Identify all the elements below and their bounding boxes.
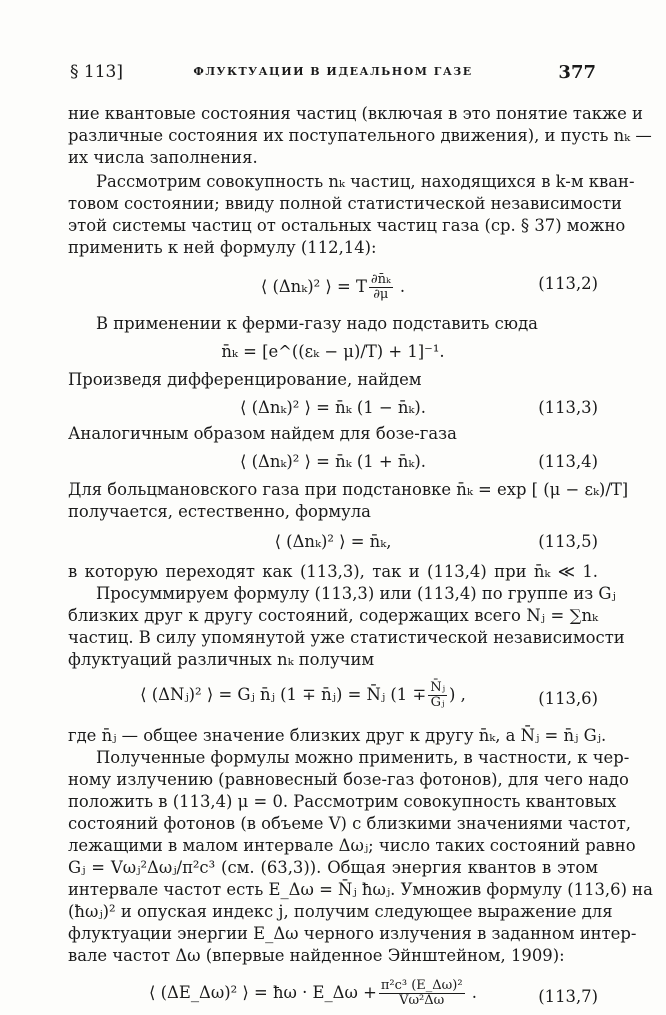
paragraph-1: ние квантовые состояния частиц (включая в это понятие также и различные состояния их поступательного движения), и пусть nₖ — их числа заполнения.	[68, 104, 652, 167]
equation-number: (113,2)	[538, 274, 598, 293]
equation-number: (113,4)	[538, 452, 598, 471]
paragraph-9: где n̄ⱼ — общее значение близких друг к другу n̄ₖ, а N̄ⱼ = n̄ⱼ Gⱼ.	[68, 726, 607, 745]
equation-number: (113,3)	[538, 398, 598, 417]
paragraph-5: Аналогичным образом найдем для бозе-газа	[68, 424, 457, 443]
equation-number: (113,7)	[538, 987, 598, 1006]
header-title: ФЛУКТУАЦИИ В ИДЕАЛЬНОМ ГАЗЕ	[193, 65, 473, 78]
header-section: § 113]	[70, 62, 123, 82]
paragraph-3: В применении к ферми-газу надо подставить сюда	[96, 314, 538, 333]
paragraph-10: Полученные формулы можно применить, в частности, к чер- ному излучению (равновесный бозе-газ фотонов), для чего надо положить в (113,4) μ = 0. Рассмотрим совокупность квантовых состояний фотонов (в объеме V) с близкими значениями частот, лежащими в малом интервале Δωⱼ; число таких состояний равно Gⱼ = Vωⱼ²Δωⱼ/π²c³ (см. (63,3)). Общая энергия квантов в этом интервале частот есть E_Δω = N̄ⱼ ħωⱼ. Умножив формулу (113,6) на (ħωⱼ)² и опуская индекс j, получим следующее выражение для флуктуации энергии E_Δω черного излучения в заданном интер- вале частот Δω (впервые найденное Эйнштейном, 1909):	[68, 748, 653, 965]
paragraph-8: Просуммируем формулу (113,3) или (113,4) по группе из Gⱼ близких друг к другу состояний, содержащих всего Nⱼ = ∑nₖ частиц. В силу упомянутой уже статистической независимости флуктуаций различных nₖ получим	[68, 584, 625, 669]
equation-113-5: ⟨ (Δnₖ)² ⟩ = n̄ₖ, (113,5)	[274, 532, 598, 551]
equation-113-3: ⟨ (Δnₖ)² ⟩ = n̄ₖ (1 − n̄ₖ). (113,3)	[240, 398, 598, 417]
equation-113-7: ⟨ (ΔE_Δω)² ⟩ = ħω · E_Δω + $\frac{\text{π²c³ (E\_Δω)²}}{\text{Vω²Δω}}$ . (113,7)	[149, 978, 598, 1008]
paragraph-7: в которую переходят как (113,3), так и (113,4) при n̄ₖ ≪ 1.	[68, 562, 598, 581]
paragraph-4: Произведя дифференцирование, найдем	[68, 370, 422, 389]
equation-113-4: ⟨ (Δnₖ)² ⟩ = n̄ₖ (1 + n̄ₖ). (113,4)	[240, 452, 598, 471]
equation-number: (113,5)	[538, 532, 598, 551]
paragraph-2: Рассмотрим совокупность nₖ частиц, находящихся в k-м кван- товом состоянии; ввиду полной статистической независимости этой системы частиц от остальных частиц газа (ср. § 37) можно применить к ней формулу (112,14):	[68, 172, 635, 257]
equation-113-2: ⟨ (Δnₖ)² ⟩ = T $\frac{\text{∂n̄ₖ}}{\partial\mu}$ . (113,2)	[260, 272, 598, 302]
equation-fermi: n̄ₖ = [e^((εₖ − μ)/T) + 1]⁻¹.	[221, 342, 445, 361]
paragraph-6: Для больцмановского газа при подстановке n̄ₖ = exp [ (μ − εₖ)/T] получается, естественно, формула	[68, 480, 629, 521]
page-body	[68, 103, 653, 1015]
running-header	[70, 62, 596, 88]
equation-number: (113,6)	[538, 689, 598, 708]
page-number: 377	[558, 62, 596, 83]
equation-113-6: ⟨ (ΔNⱼ)² ⟩ = Gⱼ n̄ⱼ (1 ∓ n̄ⱼ) = N̄ⱼ (1 ∓ $\frac{\text{N̄ⱼ}}{\text{Gⱼ}}$ ) , (113,6)	[140, 680, 598, 710]
